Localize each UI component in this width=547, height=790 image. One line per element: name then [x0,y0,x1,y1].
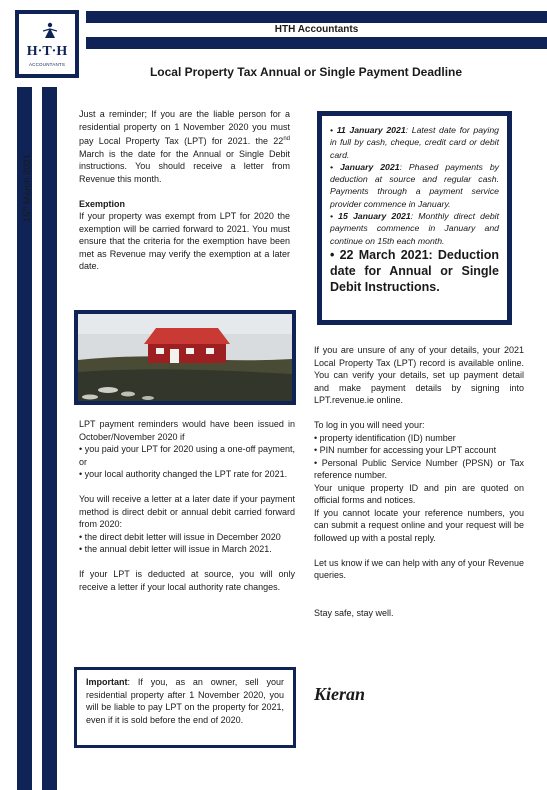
later-letter-paragraph: You will receive a letter at a later date if your payment method is direct debit or annual debit carried forward from 2020: [79,494,295,529]
unsure-paragraph: If you are unsure of any of your details, your 2021 Local Property Tax (LPT) record is available online. You can verify your details, set up payment detail and make payment details by signing into LPT.revenue.ie online. [314,345,524,405]
online-record-section [314,344,524,619]
reminders-intro: LPT payment reminders would have been issued in October/November 2020 if [79,419,295,442]
signature: Kieran [314,684,366,704]
deduction-date-item: • 22 March 2021: Deduction date for Annual or Single Debit Instructions. [330,247,500,294]
reminder-item: • you paid your LPT for 2020 using a one-off payment, or [79,444,295,467]
intro-section [79,108,290,273]
company-logo [15,10,79,78]
header-bar-bottom [86,37,547,49]
key-dates-box [317,111,512,325]
help-paragraph: Let us know if we can help with any of your Revenue queries. [314,557,524,580]
logo-subtitle: ACCOUNTANTS [28,62,66,67]
logo-emblem-icon [43,22,57,38]
login-need-item: • PIN number for accessing your LPT account [314,445,497,455]
important-text: : If you, as an owner, sell your residential property after 1 November 2020, you will be liable to pay LPT on the property for 2021, even if it is sold before the end of 2020. [86,677,284,725]
quoted-paragraph: Your unique property ID and pin are quoted on official forms and notices. [314,482,524,505]
reminder-item: • your local authority changed the LPT rate for 2021. [79,469,288,479]
date-item: • 15 January 2021: Monthly direct debit payments commence in January and continue on 15th each month. [330,211,500,246]
sidebar-stripe-inner [42,87,57,790]
reminders-section [79,418,295,593]
closing-line: Stay safe, stay well. [314,607,394,618]
important-label: Important [86,677,128,687]
login-need-item: • property identification (ID) number [314,432,456,443]
login-need-item: • Personal Public Service Number (PPSN) or Tax reference number. [314,457,524,480]
important-note [74,667,296,748]
date-item: • January 2021: Phased payments by deduction at source and regular cash. Payments through a payment service provider commence in January. [330,161,499,209]
red-roof-house-image [78,314,292,401]
logo-letters: H·T·H [26,44,68,59]
intro-paragraph: Just a reminder; If you are the liable person for a residential property on 1 November 2020 you must pay Local Property Tax (LPT) for 2021. the 22nd March is the date for the Annual or Single Debit instructions. You should receive a letter from Revenue this month. [79,109,290,184]
deducted-paragraph: If your LPT is deducted at source, you will only receive a letter if your local authority rate changes. [79,569,295,592]
date-item: • 11 January 2021: Latest date for paying in full by cash, cheque, credit card or debit card. [330,125,499,160]
locate-paragraph: If you cannot locate your reference numbers, you can submit a request online and your request will be followed up with a postal reply. [314,507,524,543]
letter-item: • the annual debit letter will issue in March 2021. [79,544,272,554]
page-title: Local Property Tax Annual or Single Payment Deadline [149,65,463,79]
house-photo-frame [74,310,296,405]
letter-item: • the direct debit letter will issue in December 2020 [79,531,281,542]
firm-name: HTH Accountants [274,24,359,35]
header-bar-top [86,11,547,23]
exemption-paragraph: If your property was exempt from LPT for 2020 the exemption will be carried forward to 2021. You must ensure that the criteria for the exemption have been met as Revenue may verify the exemption at a later date. [79,211,290,271]
issue-date: 15th March 2021 [22,153,34,223]
login-intro: To log in you will need your: [314,420,425,430]
exemption-heading: Exemption [79,198,126,209]
